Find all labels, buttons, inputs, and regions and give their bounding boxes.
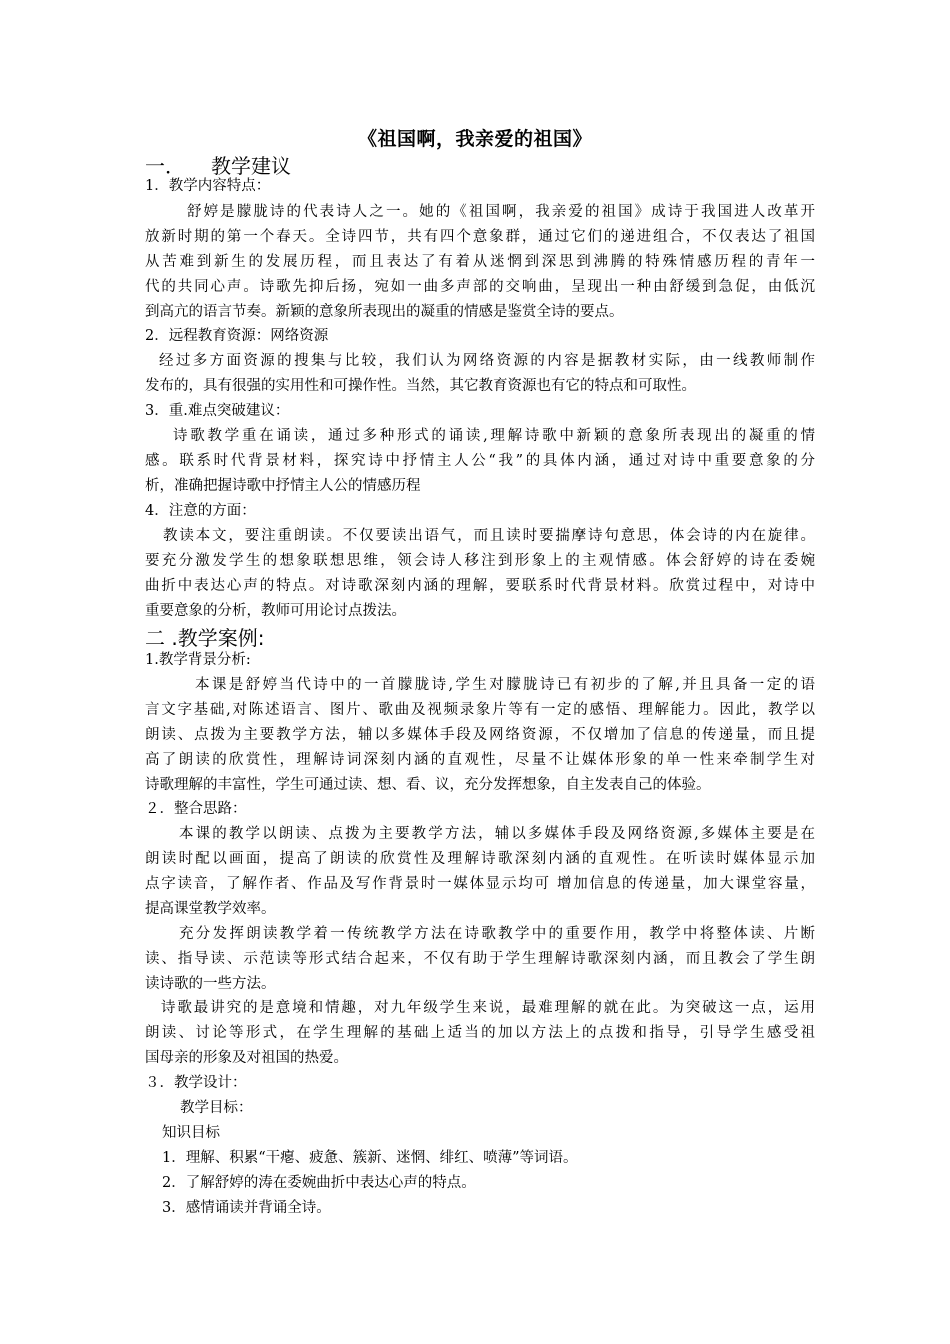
paragraph-line: 读诗歌的一些方法。 xyxy=(145,976,276,992)
paragraph-line: 发布的，具有很强的实用性和可操作性。当然，其它教育资源也有它的特点和可取性。 xyxy=(145,378,696,394)
subheading-2-2: ２．整合思路： xyxy=(145,801,247,817)
paragraph-line: 从苦难到新生的发展历程，而且表达了有着从迷惘到深思到沸腾的特殊情感历程的青年一 xyxy=(145,254,815,270)
paragraph-line: 朗读、点拨为主要教学方法，辅以多媒体手段及网络资源，不仅增加了信息的传递量，而且提 xyxy=(145,727,815,743)
paragraph-line: 充分发挥朗读教学着一传统教学方法在诗歌教学中的重要作用，教学中将整体读、片断 xyxy=(179,926,815,942)
paragraph-line: 诗歌最讲究的是意境和情趣，对九年级学生来说，最难理解的就在此。为突破这一点，运用 xyxy=(161,1000,815,1016)
paragraph-line: 读、指导读、示范读等形式结合起来，不仅有助于学生理解诗歌深刻内涵，而且教会了学生朗 xyxy=(145,951,815,967)
paragraph-line: 朗读时配以画面，提高了朗读的欣赏性及理解诗歌深刻内涵的直观性。在听读时媒体显示加 xyxy=(145,851,815,867)
paragraph-line: 言文字基础,对陈述语言、图片、歌曲及视频录象片等有一定的感悟、理解能力。因此，教学以 xyxy=(145,702,815,718)
paragraph-line: 曲折中表达心声的特点。对诗歌深刻内涵的理解，要联系时代背景材料。欣赏过程中，对诗中 xyxy=(145,578,815,594)
subheading-1-2: 2．远程教育资源：网络资源 xyxy=(145,328,329,344)
paragraph-line: 重要意象的分析，教师可用论讨点拨法。 xyxy=(145,603,406,619)
subheading-2-1: 1.教学背景分析: xyxy=(145,652,251,668)
paragraph-line: 经过多方面资源的搜集与比较，我们认为网络资源的内容是据教材实际，由一线教师制作 xyxy=(159,353,815,369)
section-1-number: 一． xyxy=(145,154,185,178)
paragraph-line: 析，准确把握诗歌中抒情主人公的情感历程 xyxy=(145,478,421,494)
paragraph-line: 点字读音，了解作者、作品及写作背景时一媒体显示均可 增加信息的传递量，加大课堂容量， xyxy=(145,876,815,892)
paragraph-line: 要充分激发学生的想象联想思维，领会诗人移注到形象上的主观情感。体会舒婷的诗在委婉 xyxy=(145,553,815,569)
teaching-goal-label: 教学目标： xyxy=(180,1100,253,1116)
subheading-1-1: 1．教学内容特点： xyxy=(145,178,271,194)
section-2-heading: 二 .教学案例: xyxy=(145,626,265,650)
subheading-1-4: 4．注意的方面： xyxy=(145,503,256,519)
paragraph-line: 高了朗读的欣赏性，理解诗词深刻内涵的直观性，尽量不让媒体形象的单一性来牵制学生对 xyxy=(145,752,815,768)
list-item: 3．感情诵读并背诵全诗。 xyxy=(162,1200,331,1216)
list-item: 1．理解、积累“干瘪、疲惫、簇新、迷惘、绯红、喷薄”等词语。 xyxy=(162,1150,578,1166)
paragraph-line: 国母亲的形象及对祖国的热爱。 xyxy=(145,1050,348,1066)
subheading-2-3: ３．教学设计： xyxy=(145,1075,247,1091)
knowledge-goal-label: 知识目标 xyxy=(162,1125,220,1141)
section-1-title: 教学建议 xyxy=(211,154,291,178)
paragraph-line: 舒婷是朦胧诗的代表诗人之一。她的《祖国啊，我亲爱的祖国》成诗于我国进人改革开 xyxy=(187,204,815,220)
document-title: 《祖国啊，我亲爱的祖国》 xyxy=(357,128,592,150)
paragraph-line: 感。联系时代背景材料，探究诗中抒情主人公“我”的具体内涵，通过对诗中重要意象的分 xyxy=(145,453,815,469)
paragraph-line: 诗歌教学重在诵读，通过多种形式的诵读,理解诗歌中新颖的意象所表现出的凝重的情 xyxy=(173,428,815,444)
paragraph-line: 教读本文，要注重朗读。不仅要读出语气，而且读时要揣摩诗句意思，体会诗的内在旋律。 xyxy=(163,528,815,544)
list-item: 2．了解舒婷的涛在委婉曲折中表达心声的特点。 xyxy=(162,1175,476,1191)
paragraph-line: 本课是舒婷当代诗中的一首朦胧诗,学生对朦胧诗已有初步的了解,并且具备一定的语 xyxy=(195,677,815,693)
paragraph-line: 诗歌理解的丰富性，学生可通过读、想、看、议，充分发挥想象，自主发表自己的体验。 xyxy=(145,777,711,793)
paragraph-line: 本课的教学以朗读、点拨为主要教学方法，辅以多媒体手段及网络资源,多媒体主要是在 xyxy=(179,826,815,842)
paragraph-line: 代的共同心声。诗歌先抑后扬，宛如一曲多声部的交响曲，呈现出一种由舒缓到急促，由低沉 xyxy=(145,279,815,295)
paragraph-line: 提高课堂教学效率。 xyxy=(145,901,276,917)
paragraph-line: 到高亢的语言节奏。新颖的意象所表现出的凝重的情感是鉴赏全诗的要点。 xyxy=(145,304,624,320)
paragraph-line: 放新时期的第一个春天。全诗四节，共有四个意象群，通过它们的递进组合，不仅表达了祖国 xyxy=(145,229,815,245)
subheading-1-3: 3．重.难点突破建议： xyxy=(145,403,290,419)
paragraph-line: 朗读、讨论等形式，在学生理解的基础上适当的加以方法上的点拨和指导，引导学生感受祖 xyxy=(145,1025,815,1041)
